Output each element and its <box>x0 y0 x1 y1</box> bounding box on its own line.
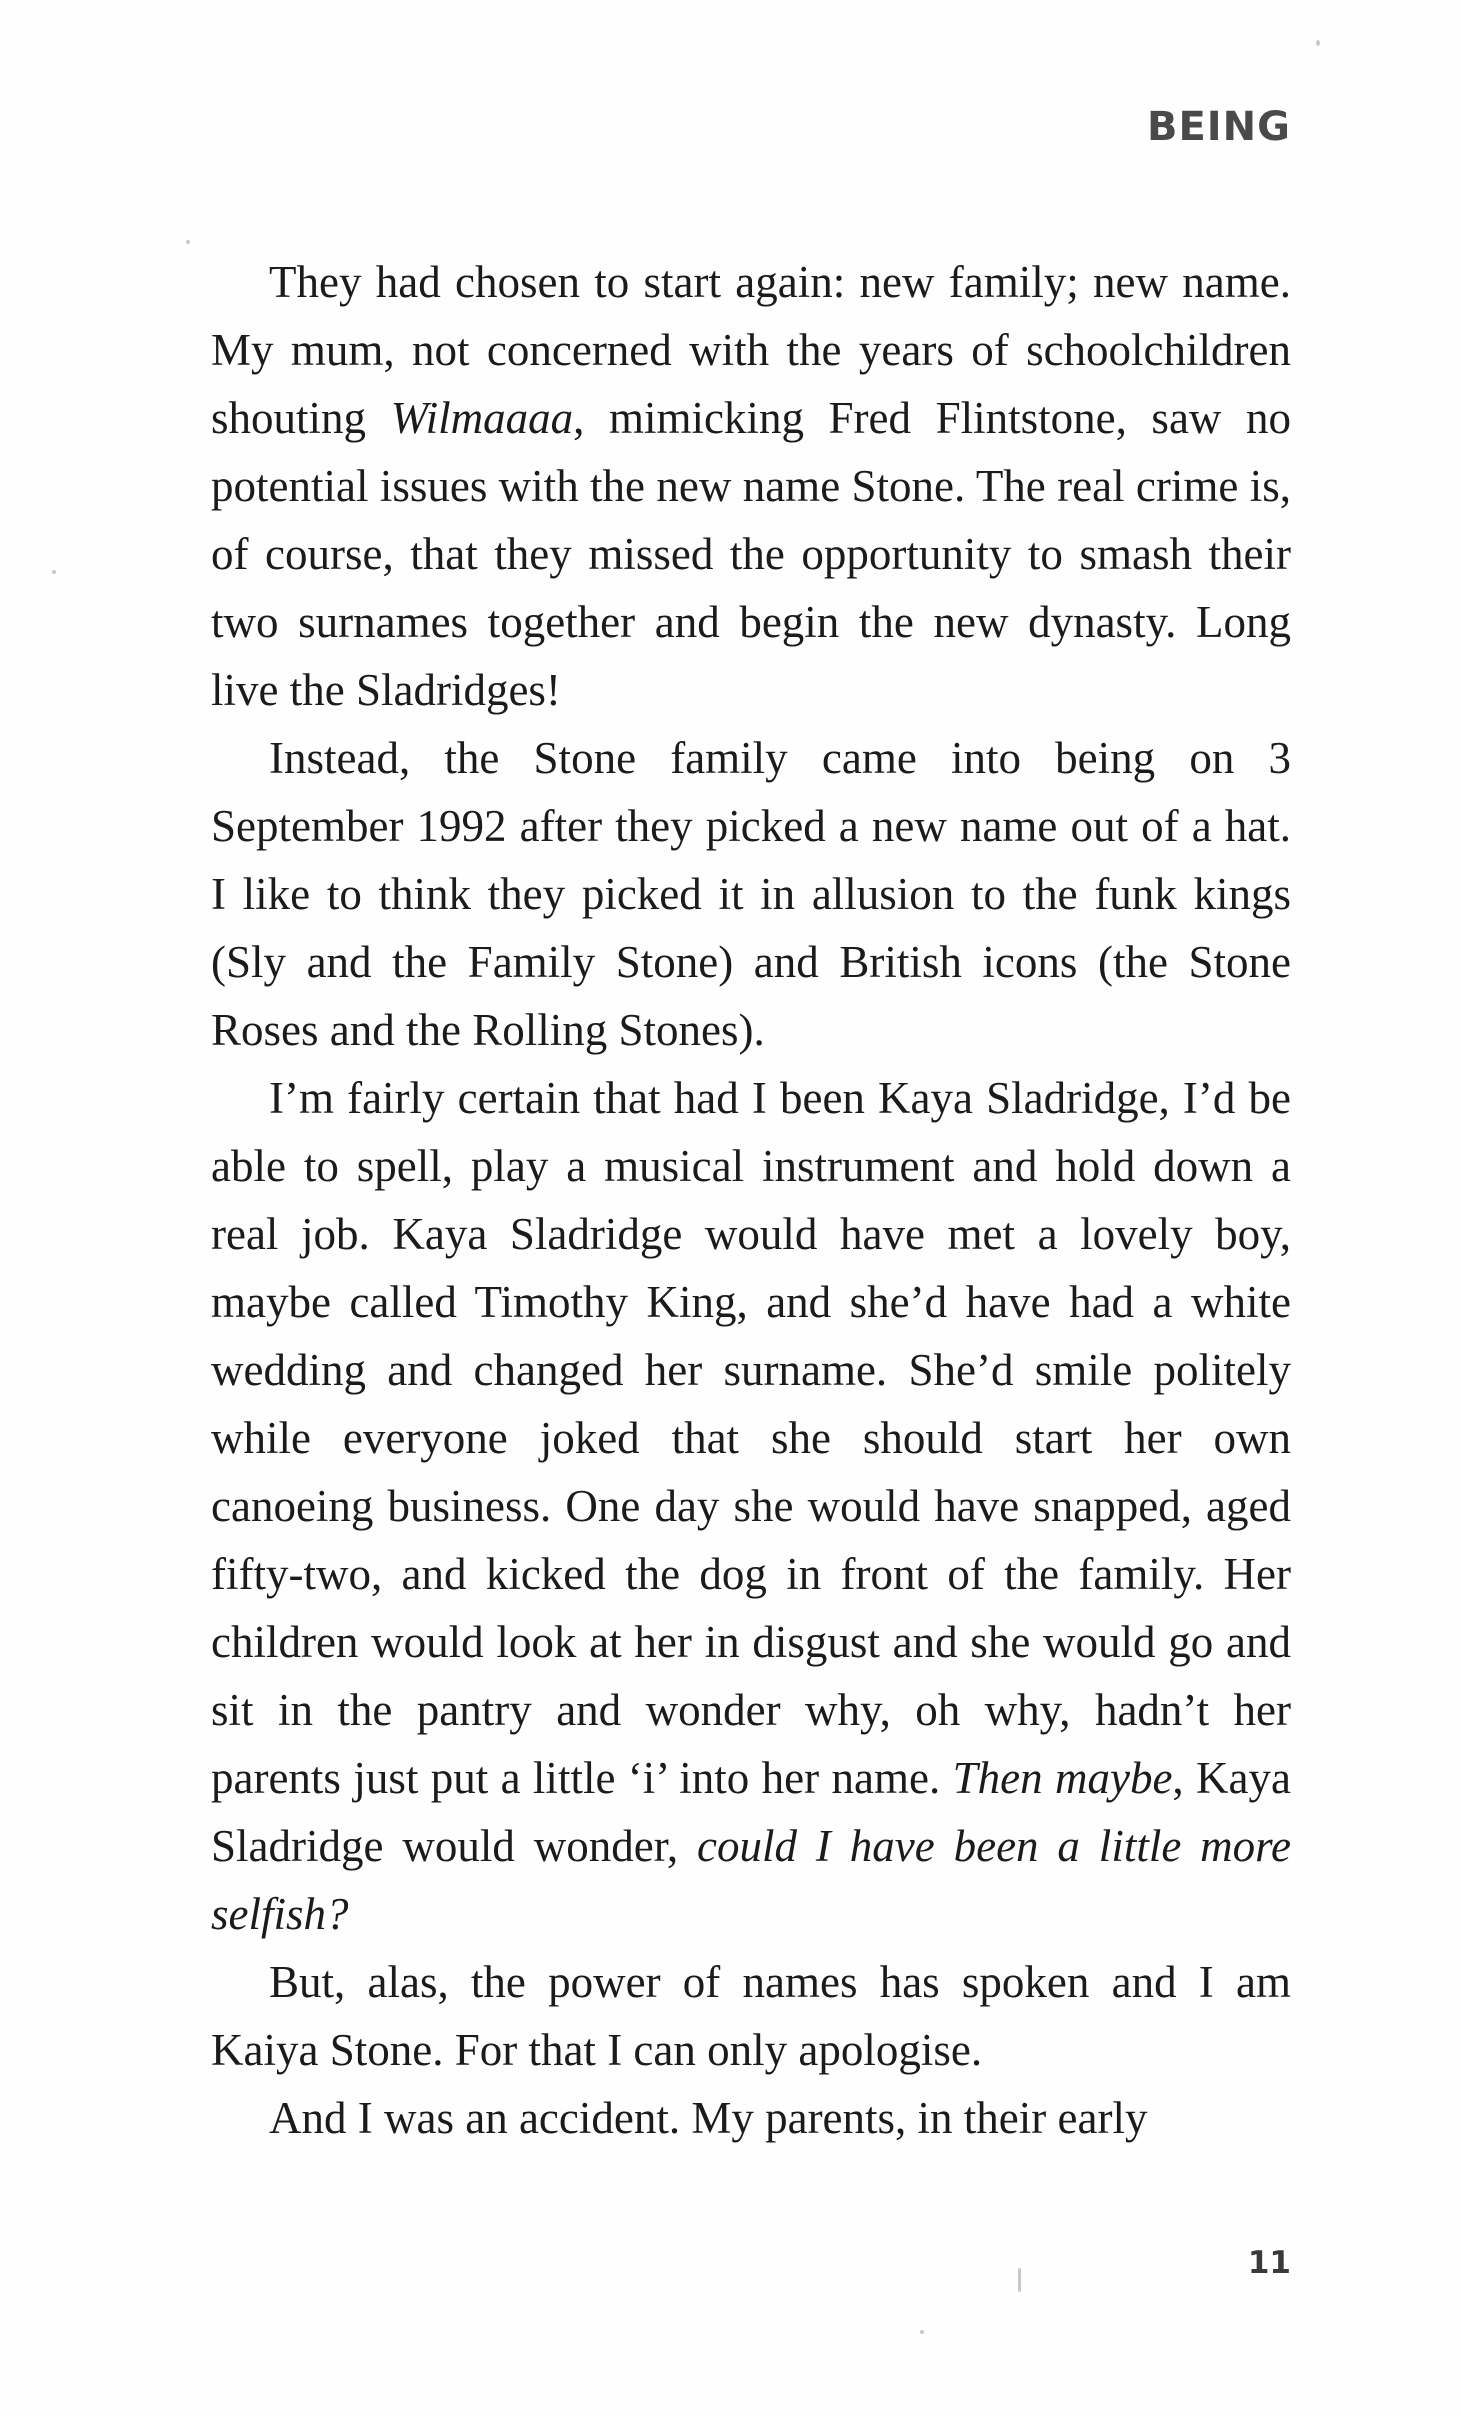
scan-speck <box>186 240 190 244</box>
scan-speck <box>52 570 56 574</box>
paragraph-4 <box>211 1948 1291 2084</box>
page-number: 11 <box>1247 2245 1291 2281</box>
text-segment: I’m fairly certain that had I been Kaya Sladridge, I’d be able to spell, play a musical instrument and hold down a real job. Kaya Sladridge would have met a lovely boy, maybe called Timothy King, and she’d have had a white wedding and changed her surname. She’d smile politely while everyone joked that she should start her own canoeing business. One day she would have snapped, aged fifty-two, and kicked the dog in front of the family. Her children would look at her in disgust and she would go and sit in the pantry and wonder why, oh why, hadn’t her parents just put a little ‘i’ into her name. <box>211 1073 1291 1803</box>
italic-segment: Wilmaaaa <box>390 393 574 443</box>
text-segment: But, alas, the power of names has spoken and I am Kaiya Stone. For that I can only apologise. <box>211 1957 1291 2075</box>
italic-segment: could I have been a little more selfish? <box>211 1821 1291 1939</box>
scan-speck <box>920 2330 924 2334</box>
paragraph-5 <box>211 2084 1291 2152</box>
scan-speck <box>1316 40 1320 46</box>
text-segment: , mimicking Fred Flintstone, saw no potential issues with the new name Stone. The real crime is, of course, that they missed the opportunity to smash their two surnames together and begin the new dynasty. Long live the Sladridges! <box>211 393 1291 715</box>
italic-segment: Then maybe <box>952 1753 1173 1803</box>
paragraph-2 <box>211 724 1291 1064</box>
paragraph-3 <box>211 1064 1291 1948</box>
text-segment: , Kaya Sladridge would wonder, <box>211 1753 1291 1871</box>
text-segment: They had chosen to start again: new family; new name. My mum, not concerned with the years of schoolchildren shouting <box>211 257 1291 443</box>
text-segment: Instead, the Stone family came into being on 3 September 1992 after they picked a new name out of a hat. I like to think they picked it in allusion to the funk kings (Sly and the Family Stone) and British icons (the Stone Roses and the Rolling Stones). <box>211 733 1291 1055</box>
body-text <box>211 248 1291 2152</box>
scan-speck <box>1018 2268 1021 2292</box>
paragraph-1 <box>211 248 1291 724</box>
running-head: BEING <box>1146 104 1291 150</box>
text-segment: And I was an accident. My parents, in their early <box>269 2093 1148 2143</box>
